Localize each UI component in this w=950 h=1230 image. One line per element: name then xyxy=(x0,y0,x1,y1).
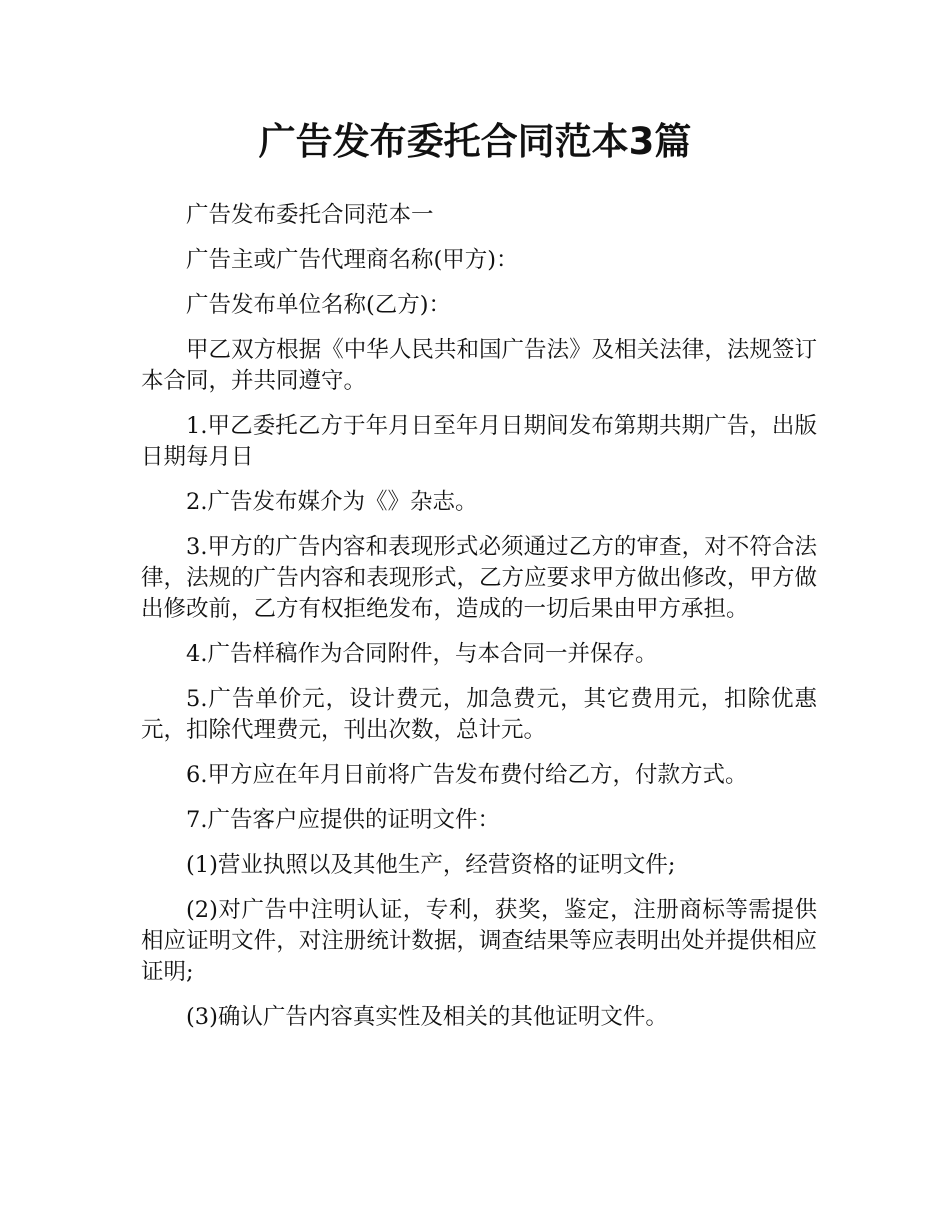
document-body xyxy=(141,200,817,1047)
clause-3: 3.甲方的广告内容和表现形式必须通过乙方的审查，对不符合法律，法规的广告内容和表现形式，乙方应要求甲方做出修改，甲方做出修改前，乙方有权拒绝发布，造成的一切后果由甲方承担。 xyxy=(141,534,817,622)
document-title: 广告发布委托合同范本3篇 xyxy=(258,120,692,163)
section-heading: 广告发布委托合同范本一 xyxy=(186,202,434,228)
clause-7-item-3: (3)确认广告内容真实性及相关的其他证明文件。 xyxy=(186,1004,668,1030)
clause-5: 5.广告单价元，设计费元，加急费元，其它费用元，扣除优惠元，扣除代理费元，刊出次数，总计元。 xyxy=(141,686,817,743)
clause-7-item-1: (1)营业执照以及其他生产，经营资格的证明文件; xyxy=(186,852,676,878)
party-a-line: 广告主或广告代理商名称(甲方)： xyxy=(186,247,519,273)
clause-2: 2.广告发布媒介为《》杂志。 xyxy=(186,489,478,515)
clause-4: 4.广告样稿作为合同附件，与本合同一并保存。 xyxy=(186,641,658,667)
party-b-line: 广告发布单位名称(乙方)： xyxy=(186,292,452,318)
clause-6: 6.甲方应在年月日前将广告发布费付给乙方，付款方式。 xyxy=(186,762,748,788)
clause-7-item-2: (2)对广告中注明认证，专利，获奖，鉴定，注册商标等需提供相应证明文件，对注册统计数据，调查结果等应表明出处并提供相应证明; xyxy=(141,897,817,985)
clause-7: 7.广告客户应提供的证明文件： xyxy=(186,807,500,833)
clause-1: 1.甲乙委托乙方于年月日至年月日期间发布第期共期广告，出版日期每月日 xyxy=(141,413,817,470)
preamble-paragraph: 甲乙双方根据《中华人民共和国广告法》及相关法律，法规签订本合同，并共同遵守。 xyxy=(141,337,817,394)
